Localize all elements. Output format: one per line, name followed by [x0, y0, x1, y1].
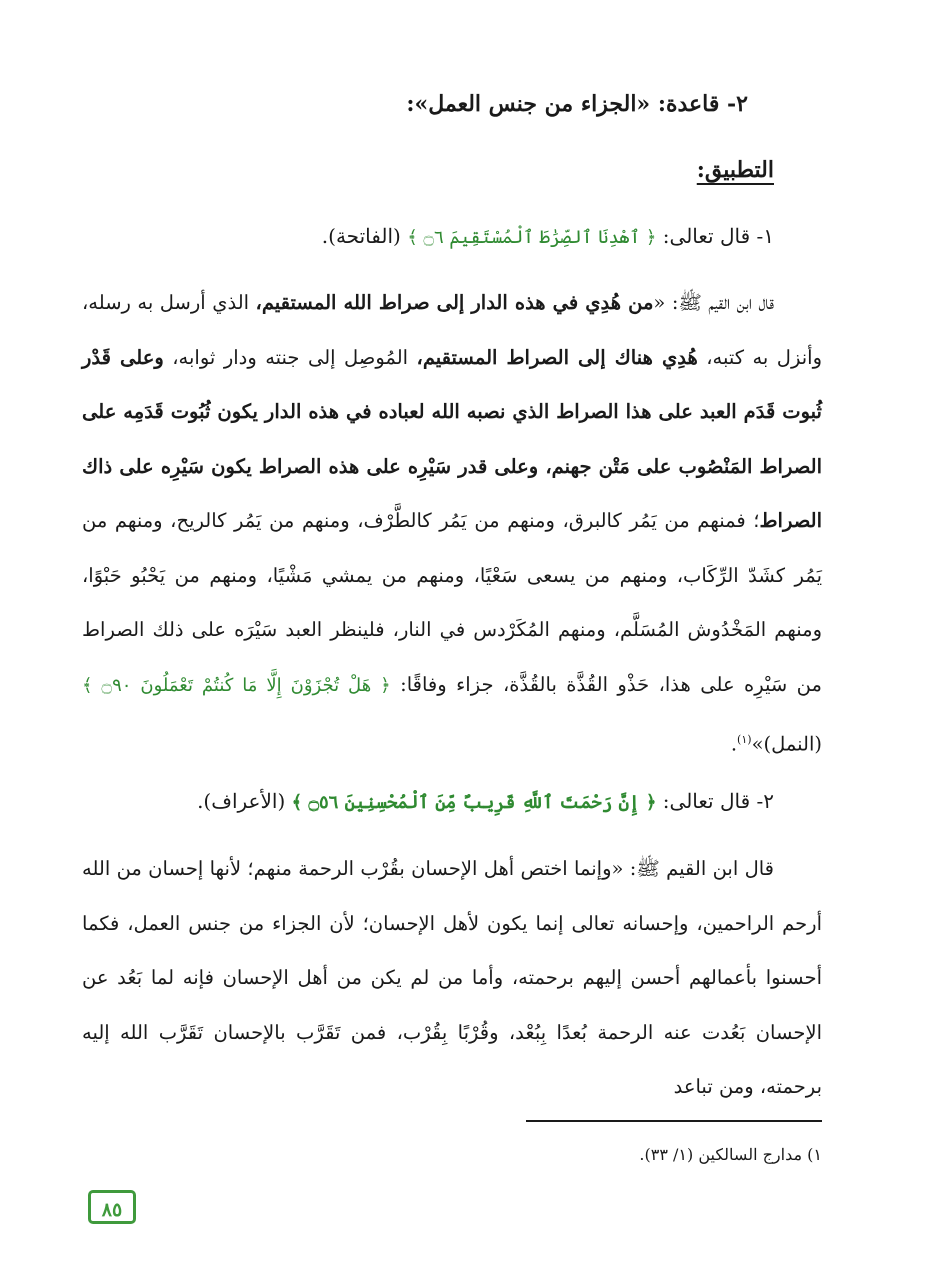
verse-intro: ١- قال تعالى:: [662, 224, 774, 248]
page-number: ٨٥: [88, 1190, 136, 1224]
quote-bold-text: من هُدِي في هذه الدار إلى صراط الله المستقيم،: [255, 291, 654, 314]
quote-bold-text: وعلى قَدْر ثُبوت قَدَم العبد على هذا الصراط الذي نصبه الله لعباده في هذه الدار يكون ثُبُوت قَدَمِه على الصراط المَنْصُوب على مَتْن جهنم، وعلى قدر سَيْرِه على هذه الصراط يكون سَيْرِه على ذاك الصراط: [82, 345, 822, 532]
application-heading: التطبيق:: [696, 157, 774, 183]
quran-verse: ﴿ ٱهْدِنَا ٱلصِّرَٰطَ ٱلْمُسْتَقِيمَ ۝٦ ﴾: [407, 227, 657, 248]
surah-reference: (الفاتحة).: [321, 224, 401, 248]
quote-text: قال ابن القيم ﷺ: «وإنما اختص أهل الإحسان بقُرْب الرحمة منهم؛ لأنها إحسان من الله أرحم الراحمين، وإحسانه تعالى إنما يكون لأهل الإحسان؛ لأن الجزاء من جنس العمل، فكما أحسنوا بأعمالهم أحسن إليهم برحمته، وأما من لم يكن من أهل الإحسان فإنه لما بَعُد عن الإحسان بَعُدت عنه الرحمة بُعدًا بِبُعْد، وقُرْبًا بِقُرْب، فمن تَقَرَّب بالإحسان تَقَرَّب الله إليه برحمته، ومن تباعد: [82, 857, 822, 1098]
quote-text: .: [730, 732, 738, 756]
book-page: [82, 0, 822, 1264]
verse-item-1: [322, 216, 774, 258]
rule-heading: ٢- قاعدة: «الجزاء من جنس العمل»:: [406, 91, 748, 117]
quote-text: ؛ فمنهم من يَمُر كالبرق، ومنهم من يَمُر كالطَّرْف، ومنهم من يَمُر كالريح، ومنهم من يَمُر كشَدّ الرِّكَاب، ومنهم من يسعى سَعْيًا، ومنهم من يمشي مَشْيًا، ومنهم من يَحْبُو حَبْوًا، ومنهم المَخْدُوش المُسَلَّم، ومنهم المُكَرْدس في النار، فلينظر العبد سَيْرَه على ذلك الصراط من سَيْرِه على هذا، حَذْو القُذَّة بالقُذَّة، جزاء وفاقًا:: [82, 509, 822, 696]
surah-reference: (الأعراف).: [197, 789, 286, 813]
quran-verse: ﴿ إِنَّ رَحْمَتَ ٱللَّهِ قَرِيبٌ مِّنَ ٱلْمُحْسِنِينَ ۝٥٦ ﴾: [291, 792, 657, 813]
quote-text: المُوصِل إلى جنته ودار ثوابه،: [163, 345, 417, 369]
ibn-qayyim-quote-2: [82, 842, 822, 1115]
ibn-qayyim-quote-1: [82, 276, 822, 772]
quote-bold-text: هُدِي هناك إلى الصراط المستقيم،: [416, 345, 698, 369]
quran-verse: ﴿ هَلْ تُجْزَوْنَ إِلَّا مَا كُنتُمْ تَعْمَلُونَ ۝٩٠ ﴾: [82, 674, 391, 696]
footnote-reference[interactable]: (١): [737, 733, 752, 746]
footnote: ١) مدارج السالكين (١/ ٣٣).: [639, 1145, 822, 1164]
quote-text: الذي أرسل به رسله، وأنزل به كتبه،: [82, 291, 822, 369]
verse-item-2: [197, 781, 774, 823]
footnote-divider: [526, 1120, 822, 1122]
quote-text: قال ابن القيم ﷺ: «: [653, 291, 774, 314]
surah-reference: (النمل)»: [751, 732, 822, 756]
verse-intro: ٢- قال تعالى:: [662, 789, 774, 813]
